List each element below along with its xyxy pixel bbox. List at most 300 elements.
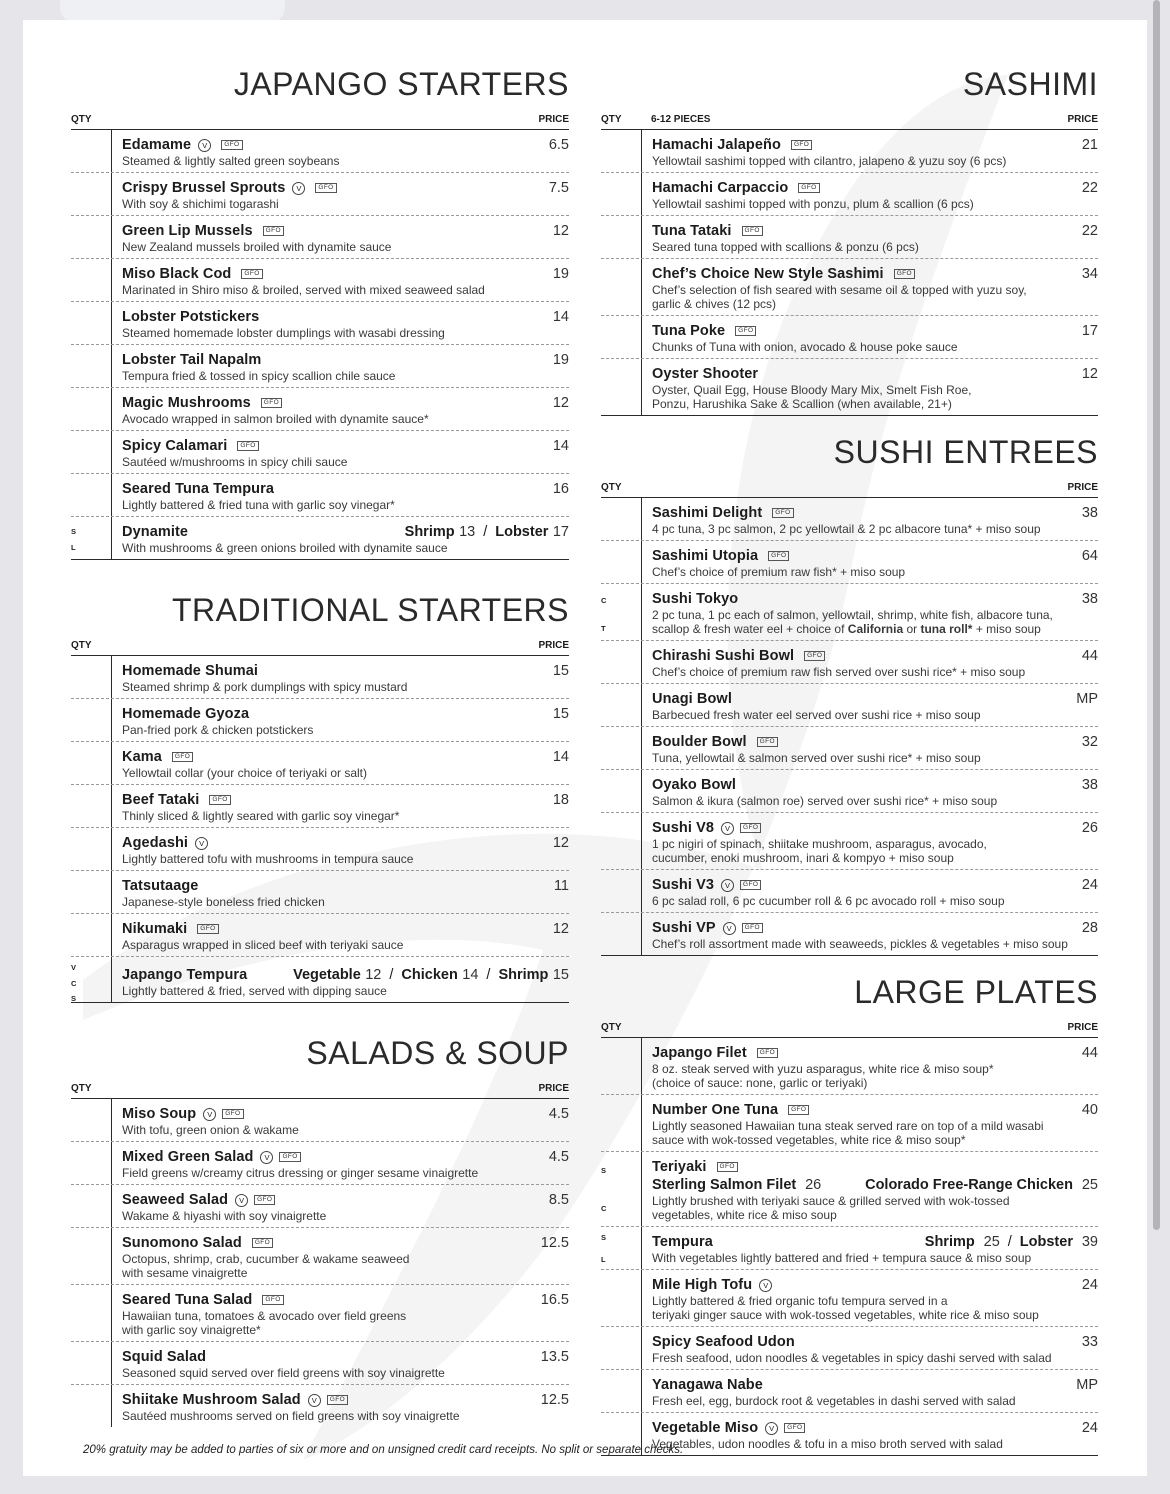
item-price: 33	[1081, 1334, 1098, 1350]
gluten-free-option-icon: GFO	[742, 923, 763, 933]
item-description: Octopus, shrimp, crab, cucumber & wakame seaweed with sesame vinaigrette	[122, 1252, 410, 1280]
vegetarian-icon: V	[723, 922, 736, 935]
qty-option-label: C	[601, 1204, 607, 1213]
qty-box[interactable]	[601, 1152, 642, 1226]
item-price: 34	[1081, 266, 1098, 282]
menu-item	[71, 474, 569, 517]
menu-item	[601, 259, 1098, 316]
gluten-free-option-icon: GFO	[279, 1152, 300, 1162]
item-description: With tofu, green onion & wakame	[122, 1123, 299, 1137]
option-name: Shrimp	[498, 967, 549, 983]
item-price: 64	[1081, 548, 1098, 564]
vegetarian-icon: V	[195, 837, 208, 850]
gluten-free-option-icon: GFO	[804, 651, 825, 661]
item-price: 12	[552, 921, 569, 937]
option-name: Shrimp	[404, 524, 455, 540]
item-name: Crispy Brussel Sprouts	[122, 180, 286, 196]
item-name: Japango Tempura	[122, 967, 248, 983]
gluten-free-option-icon: GFO	[315, 183, 336, 193]
qty-box[interactable]	[71, 914, 112, 956]
item-description: Yellowtail sashimi topped with ponzu, plum & scallion (6 pcs)	[652, 197, 974, 211]
item-description: Salmon & ikura (salmon roe) served over sushi rice* + miso soup	[652, 794, 998, 808]
item-price: 12.5	[540, 1235, 569, 1251]
menu-item	[71, 1285, 569, 1342]
price-header: PRICE	[1067, 114, 1098, 125]
gluten-free-option-icon: GFO	[209, 795, 230, 805]
item-name: Hamachi Jalapeño	[652, 137, 781, 153]
price-header: PRICE	[538, 1083, 569, 1094]
qty-box[interactable]	[601, 1370, 642, 1412]
menu-item	[71, 216, 569, 259]
item-description: Yellowtail sashimi topped with cilantro, jalapeno & yuzu soy (6 pcs)	[652, 154, 1007, 168]
item-name: Miso Black Cod	[122, 266, 232, 282]
item-price: 13.5	[540, 1349, 569, 1365]
item-price: 40	[1081, 1102, 1098, 1118]
qty-box[interactable]	[601, 1270, 642, 1326]
item-list	[601, 498, 1098, 956]
qty-option-label: S	[71, 527, 77, 536]
item-description: Japanese-style boneless fried chicken	[122, 895, 325, 909]
qty-box[interactable]	[71, 1228, 112, 1284]
vegetarian-icon: V	[759, 1279, 772, 1292]
item-price: 7.5	[548, 180, 569, 196]
item-description: Marinated in Shiro miso & broiled, served with mixed seaweed salad	[122, 283, 485, 297]
menu-item	[71, 828, 569, 871]
item-name: Homemade Shumai	[122, 663, 259, 679]
separator: /	[483, 524, 488, 540]
item-name: Tuna Tataki	[652, 223, 732, 239]
qty-box[interactable]	[601, 870, 642, 912]
menu-item	[71, 742, 569, 785]
item-description: Thinly sliced & lightly seared with garlic soy vinegar*	[122, 809, 400, 823]
qty-box[interactable]	[71, 474, 112, 516]
qty-box[interactable]	[601, 1327, 642, 1369]
item-name: Sushi VP	[652, 920, 716, 936]
gluten-free-option-icon: GFO	[798, 183, 819, 193]
qty-box[interactable]	[601, 813, 642, 869]
separator: /	[1007, 1234, 1012, 1250]
option-price: 17	[552, 524, 569, 540]
item-name: Miso Soup	[122, 1106, 197, 1122]
menu-item	[71, 957, 569, 1003]
menu-item	[601, 641, 1098, 684]
menu-item	[71, 1228, 569, 1285]
gluten-free-option-icon: GFO	[237, 441, 258, 451]
item-description: With mushrooms & green onions broiled with dynamite sauce	[122, 541, 448, 555]
item-price: 22	[1081, 223, 1098, 239]
item-description-line2: scallop & fresh water eel + choice of California or tuna roll* + miso soup	[652, 622, 1041, 636]
item-name: Nikumaki	[122, 921, 188, 937]
menu-item	[71, 871, 569, 914]
menu-item	[601, 913, 1098, 956]
menu-item	[71, 1342, 569, 1385]
qty-option-label: S	[601, 1166, 607, 1175]
gluten-free-option-icon: GFO	[742, 226, 763, 236]
separator: /	[389, 967, 394, 983]
item-description: Asparagus wrapped in sliced beef with teriyaki sauce	[122, 938, 404, 952]
menu-item	[601, 584, 1098, 641]
menu-item	[71, 785, 569, 828]
qty-box[interactable]	[71, 699, 112, 741]
vegetarian-icon: V	[260, 1151, 273, 1164]
qty-option-label: C	[601, 596, 607, 605]
item-name: Seaweed Salad	[122, 1192, 229, 1208]
item-name: Oyako Bowl	[652, 777, 736, 793]
qty-box[interactable]	[601, 913, 642, 955]
menu-item	[71, 173, 569, 216]
scrollbar[interactable]	[1153, 0, 1160, 1230]
menu-item	[601, 1095, 1098, 1152]
qty-box[interactable]	[601, 641, 642, 683]
item-description: Lightly brushed with teriyaki sauce & grilled served with wok-tossed vegetables, white rice & miso soup	[652, 1194, 1010, 1222]
qty-option-label: S	[71, 994, 77, 1003]
option-price: 26	[805, 1177, 822, 1193]
menu-item	[601, 870, 1098, 913]
menu-item	[71, 656, 569, 699]
item-name: Homemade Gyoza	[122, 706, 250, 722]
item-description: Wakame & hiyashi with soy vinaigrette	[122, 1209, 327, 1223]
qty-box[interactable]	[601, 1095, 642, 1151]
option-price: 39	[1081, 1234, 1098, 1250]
item-description: 4 pc tuna, 3 pc salmon, 2 pc yellowtail & 2 pc albacore tuna* + miso soup	[652, 522, 1041, 536]
qty-box[interactable]	[71, 259, 112, 301]
item-name: Hamachi Carpaccio	[652, 180, 789, 196]
menu-item	[71, 302, 569, 345]
vegetarian-icon: V	[765, 1422, 778, 1435]
section-title: TRADITIONAL STARTERS	[171, 592, 569, 628]
item-name: Dynamite	[122, 524, 189, 540]
item-description: New Zealand mussels broiled with dynamite sauce	[122, 240, 392, 254]
item-description: Chef’s choice of premium raw fish served over sushi rice* + miso soup	[652, 665, 1026, 679]
column-header	[71, 640, 569, 656]
menu-item	[71, 130, 569, 173]
menu-item	[71, 431, 569, 474]
item-name: Beef Tataki	[122, 792, 200, 808]
qty-box[interactable]	[71, 1185, 112, 1227]
vegetarian-icon: V	[292, 182, 305, 195]
item-price: 12	[1081, 366, 1098, 382]
item-name: Magic Mushrooms	[122, 395, 251, 411]
item-price: 26	[1081, 820, 1098, 836]
gluten-free-option-icon: GFO	[263, 226, 284, 236]
item-description: Pan-fried pork & chicken potstickers	[122, 723, 314, 737]
item-name: Sashimi Utopia	[652, 548, 759, 564]
item-name: Green Lip Mussels	[122, 223, 253, 239]
option-price: 13	[459, 524, 476, 540]
item-description: Lightly battered & fried organic tofu tempura served in a teriyaki ginger sauce with wok-tossed vegetables, white rice & miso soup	[652, 1294, 1039, 1322]
qty-option-label: L	[71, 543, 76, 552]
qty-option-label: L	[601, 1255, 606, 1264]
item-price: 14	[552, 749, 569, 765]
item-name: Agedashi	[122, 835, 189, 851]
column-header	[601, 482, 1098, 498]
item-name: Lobster Potstickers	[122, 309, 260, 325]
section-title: JAPANGO STARTERS	[233, 66, 569, 102]
menu-item	[71, 914, 569, 957]
qty-header: QTY	[601, 114, 622, 125]
item-price: 32	[1081, 734, 1098, 750]
menu-item	[71, 1185, 569, 1228]
item-description: Avocado wrapped in salmon broiled with dynamite sauce*	[122, 412, 429, 426]
qty-box[interactable]	[71, 828, 112, 870]
gluten-free-option-icon: GFO	[784, 1423, 805, 1433]
menu-item	[601, 1152, 1098, 1227]
qty-box[interactable]	[71, 1142, 112, 1184]
menu-item	[71, 517, 569, 560]
item-name: Mile High Tofu	[652, 1277, 753, 1293]
qty-box[interactable]	[601, 727, 642, 769]
item-price: 18	[552, 792, 569, 808]
menu-page	[23, 20, 1147, 1476]
item-list	[71, 656, 569, 1003]
qty-box[interactable]	[601, 541, 642, 583]
item-name: Tatsutaage	[122, 878, 199, 894]
qty-option-label: S	[601, 1233, 607, 1242]
qty-box[interactable]	[71, 656, 112, 698]
item-description: Hawaiian tuna, tomatoes & avocado over field greens with garlic soy vinaigrette*	[122, 1309, 407, 1337]
section-title: LARGE PLATES	[854, 974, 1098, 1010]
japango-starters-section	[71, 68, 569, 560]
price-header: PRICE	[1067, 482, 1098, 493]
item-price: 12.5	[540, 1392, 569, 1408]
item-name: Oyster Shooter	[652, 366, 759, 382]
option-name: Lobster	[1019, 1234, 1073, 1250]
item-name: Sunomono Salad	[122, 1235, 242, 1251]
qty-box[interactable]	[601, 216, 642, 258]
item-description: Chunks of Tuna with onion, avocado & house poke sauce	[652, 340, 958, 354]
item-description: Lightly battered & fried, served with dipping sauce	[122, 984, 387, 998]
item-price: 38	[1081, 591, 1098, 607]
qty-box[interactable]	[71, 130, 112, 172]
qty-box[interactable]	[601, 684, 642, 726]
menu-item	[601, 1370, 1098, 1413]
menu-item	[601, 216, 1098, 259]
qty-box[interactable]	[71, 1385, 112, 1427]
item-name: Tuna Poke	[652, 323, 726, 339]
qty-box[interactable]	[71, 1285, 112, 1341]
gluten-free-option-icon: GFO	[768, 551, 789, 561]
option-name: Colorado Free-Range Chicken	[865, 1177, 1073, 1193]
qty-header: QTY	[71, 640, 92, 651]
qty-box[interactable]	[71, 1342, 112, 1384]
item-name: Sashimi Delight	[652, 505, 763, 521]
item-list	[71, 130, 569, 560]
qty-box[interactable]	[601, 316, 642, 358]
item-description: Vegetables, udon noodles & tofu in a miso broth served with salad	[652, 1437, 1003, 1451]
qty-box[interactable]	[601, 1227, 642, 1269]
item-price: 24	[1081, 877, 1098, 893]
item-description: Barbecued fresh water eel served over sushi rice + miso soup	[652, 708, 981, 722]
large-plates-section	[601, 976, 1098, 1456]
item-description: Lightly seasoned Hawaiian tuna steak served rare on top of a mild wasabi sauce with wok-tossed vegetables, white rice & miso soup*	[652, 1119, 1044, 1147]
column-header	[71, 1083, 569, 1099]
item-description: Sautéed w/mushrooms in spicy chili sauce	[122, 455, 348, 469]
item-description: Fresh eel, egg, burdock root & vegetables in dashi served with salad	[652, 1394, 1016, 1408]
qty-box[interactable]	[71, 957, 112, 1002]
menu-item	[71, 699, 569, 742]
menu-item	[601, 727, 1098, 770]
qty-box[interactable]	[601, 770, 642, 812]
qty-box[interactable]	[601, 498, 642, 540]
item-name: Squid Salad	[122, 1349, 207, 1365]
item-price: 15	[552, 706, 569, 722]
qty-box[interactable]	[71, 785, 112, 827]
item-name: Chirashi Sushi Bowl	[652, 648, 795, 664]
item-price: 12	[552, 835, 569, 851]
price-header: PRICE	[538, 114, 569, 125]
menu-item	[71, 259, 569, 302]
item-name: Spicy Calamari	[122, 438, 228, 454]
item-price: 19	[552, 266, 569, 282]
gluten-free-option-icon: GFO	[772, 508, 793, 518]
option-price: 12	[365, 967, 382, 983]
column-header	[601, 114, 1098, 130]
item-description: Seared tuna topped with scallions & ponzu (6 pcs)	[652, 240, 919, 254]
gluten-free-option-icon: GFO	[261, 398, 282, 408]
item-price: 16	[552, 481, 569, 497]
item-description: Seasoned squid served over field greens with soy vinaigrette	[122, 1366, 445, 1380]
vegetarian-icon: V	[235, 1194, 248, 1207]
item-description: Steamed homemade lobster dumplings with wasabi dressing	[122, 326, 445, 340]
item-description: Oyster, Quail Egg, House Bloody Mary Mix, Smelt Fish Roe, Ponzu, Harushika Sake & Scallion (when available, 21+)	[652, 383, 972, 411]
gluten-free-option-icon: GFO	[788, 1105, 809, 1115]
item-price: 15	[552, 663, 569, 679]
browser-tab-strip	[60, 0, 285, 22]
qty-box[interactable]	[71, 345, 112, 387]
right-column	[601, 68, 1098, 1456]
item-name: Seared Tuna Tempura	[122, 481, 275, 497]
option-name: Chicken	[401, 967, 458, 983]
menu-item	[601, 813, 1098, 870]
qty-box[interactable]	[601, 584, 642, 640]
item-price: 38	[1081, 777, 1098, 793]
traditional-starters-section	[71, 594, 569, 1003]
qty-option-label: C	[71, 979, 77, 988]
option-price: 25	[1081, 1177, 1098, 1193]
section-title: SALADS & SOUP	[306, 1035, 569, 1071]
qty-box[interactable]	[71, 742, 112, 784]
vegetarian-icon: V	[308, 1394, 321, 1407]
item-description: Steamed & lightly salted green soybeans	[122, 154, 340, 168]
qty-box[interactable]	[601, 173, 642, 215]
item-list	[601, 1038, 1098, 1456]
item-description: Lightly battered tofu with mushrooms in tempura sauce	[122, 852, 414, 866]
qty-box[interactable]	[71, 302, 112, 344]
option-name: Shrimp	[924, 1234, 975, 1250]
item-name: Sushi Tokyo	[652, 591, 739, 607]
menu-item	[601, 770, 1098, 813]
qty-box[interactable]	[601, 259, 642, 315]
gluten-free-option-icon: GFO	[327, 1395, 348, 1405]
vegetarian-icon: V	[198, 139, 211, 152]
item-price: 4.5	[548, 1149, 569, 1165]
qty-header: QTY	[71, 1083, 92, 1094]
menu-item	[601, 316, 1098, 359]
qty-box[interactable]	[71, 216, 112, 258]
item-price: 14	[552, 309, 569, 325]
item-price: 14	[552, 438, 569, 454]
item-description: Fresh seafood, udon noodles & vegetables in spicy dashi served with salad	[652, 1351, 1052, 1365]
gluten-free-option-icon: GFO	[221, 140, 242, 150]
column-header	[71, 114, 569, 130]
menu-item	[601, 130, 1098, 173]
qty-box[interactable]	[71, 517, 112, 559]
gluten-free-option-icon: GFO	[791, 140, 812, 150]
item-description: Field greens w/creamy citrus dressing or ginger sesame vinaigrette	[122, 1166, 479, 1180]
item-name: Chef’s Choice New Style Sashimi	[652, 266, 884, 282]
item-price: 16.5	[540, 1292, 569, 1308]
qty-box[interactable]	[71, 431, 112, 473]
item-list	[71, 1099, 569, 1427]
section-title: SASHIMI	[962, 66, 1098, 102]
gluten-free-option-icon: GFO	[894, 269, 915, 279]
item-name: Shiitake Mushroom Salad	[122, 1392, 301, 1408]
qty-header: QTY	[601, 482, 622, 493]
item-description: Chef’s selection of fish seared with sesame oil & topped with yuzu soy, garlic & chives (12 pcs)	[652, 283, 1027, 311]
menu-item	[71, 1142, 569, 1185]
gluten-free-option-icon: GFO	[740, 880, 761, 890]
item-description: 1 pc nigiri of spinach, shiitake mushroom, asparagus, avocado, cucumber, enoki mushroom, inari & kompyo + miso soup	[652, 837, 987, 865]
item-price: 38	[1081, 505, 1098, 521]
item-name: Sushi V8	[652, 820, 715, 836]
qty-box[interactable]	[71, 388, 112, 430]
menu-item	[601, 1038, 1098, 1095]
menu-item	[71, 1385, 569, 1427]
gluten-free-option-icon: GFO	[757, 1048, 778, 1058]
item-price: 44	[1081, 648, 1098, 664]
gluten-free-option-icon: GFO	[740, 823, 761, 833]
qty-box[interactable]	[71, 173, 112, 215]
vegetarian-icon: V	[203, 1108, 216, 1121]
item-description: Tuna, yellowtail & salmon served over sushi rice* + miso soup	[652, 751, 981, 765]
item-price: 8.5	[548, 1192, 569, 1208]
option-name: Vegetable	[293, 967, 361, 983]
item-description: Sautéed mushrooms served on field greens with soy vinaigrette	[122, 1409, 460, 1423]
qty-box[interactable]	[71, 1099, 112, 1141]
price-header: PRICE	[1067, 1022, 1098, 1033]
left-column	[71, 68, 569, 1427]
qty-box[interactable]	[71, 871, 112, 913]
menu-item	[71, 345, 569, 388]
item-price: 11	[553, 878, 569, 894]
item-price: 17	[1081, 323, 1098, 339]
qty-box[interactable]	[601, 359, 642, 415]
item-price: 21	[1081, 137, 1098, 153]
item-name: Unagi Bowl	[652, 691, 732, 707]
qty-header: QTY	[601, 1022, 622, 1033]
gluten-free-option-icon: GFO	[252, 1238, 273, 1248]
item-description: Steamed shrimp & pork dumplings with spicy mustard	[122, 680, 408, 694]
separator: /	[486, 967, 491, 983]
qty-box[interactable]	[601, 130, 642, 172]
column-header	[601, 1022, 1098, 1038]
item-name: Yanagawa Nabe	[652, 1377, 763, 1393]
qty-box[interactable]	[601, 1038, 642, 1094]
item-description: Lightly battered & fried tuna with garlic soy vinegar*	[122, 498, 395, 512]
menu-item	[601, 684, 1098, 727]
pieces-header: 6-12 PIECES	[651, 114, 711, 125]
item-price: 28	[1081, 920, 1098, 936]
item-name: Teriyaki	[652, 1159, 707, 1175]
item-name: Seared Tuna Salad	[122, 1292, 253, 1308]
item-description: Chef’s choice of premium raw fish* + miso soup	[652, 565, 906, 579]
menu-item	[601, 1270, 1098, 1327]
item-price: 22	[1081, 180, 1098, 196]
item-price: 44	[1081, 1045, 1098, 1061]
gluten-free-option-icon: GFO	[222, 1109, 243, 1119]
menu-item	[601, 1227, 1098, 1270]
gluten-free-option-icon: GFO	[241, 269, 262, 279]
